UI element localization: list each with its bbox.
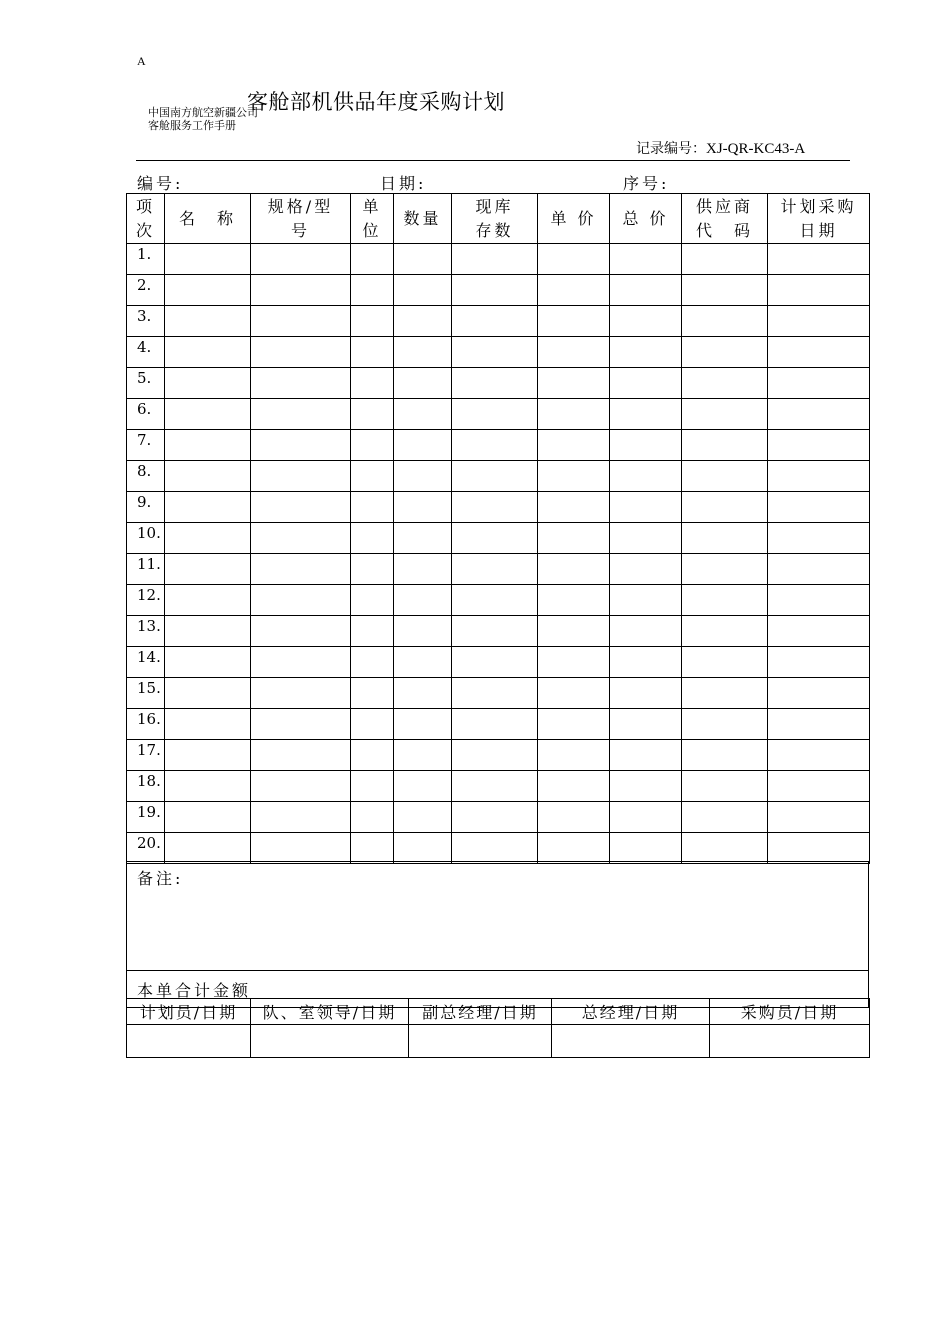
table-cell[interactable] [610, 399, 682, 430]
table-cell[interactable] [351, 492, 394, 523]
table-cell[interactable] [452, 616, 538, 647]
table-cell[interactable] [165, 678, 251, 709]
table-cell[interactable] [682, 399, 768, 430]
table-cell[interactable] [251, 647, 351, 678]
row-number: 4. [127, 337, 165, 368]
column-header-line2: 次 [135, 220, 155, 240]
signature-label: 计划员/日期 [127, 999, 251, 1025]
signature-label-row [127, 999, 870, 1025]
row-number: 6. [127, 399, 165, 430]
table-cell[interactable] [452, 368, 538, 399]
table-cell[interactable] [165, 523, 251, 554]
column-header-line1: 单 价 [550, 208, 597, 228]
table-cell[interactable] [165, 585, 251, 616]
table-row [127, 523, 870, 554]
signature-field[interactable] [710, 1025, 870, 1058]
record-number-label: 记录编号： [636, 141, 706, 157]
table-cell[interactable] [251, 337, 351, 368]
signature-label: 队、室领导/日期 [251, 999, 409, 1025]
table-cell[interactable] [768, 275, 870, 306]
table-cell[interactable] [538, 275, 610, 306]
table-cell[interactable] [394, 368, 452, 399]
record-number [636, 138, 805, 158]
table-cell[interactable] [165, 802, 251, 833]
procurement-table [126, 193, 870, 864]
signature-label: 采购员/日期 [710, 999, 870, 1025]
table-cell[interactable] [351, 306, 394, 337]
table-cell[interactable] [682, 771, 768, 802]
table-row [127, 368, 870, 399]
table-cell[interactable] [452, 275, 538, 306]
table-cell[interactable] [351, 244, 394, 275]
table-cell[interactable] [538, 523, 610, 554]
column-header [610, 194, 682, 244]
table-row [127, 337, 870, 368]
column-header-line1: 供应商 [695, 196, 753, 216]
table-cell[interactable] [394, 523, 452, 554]
column-header-line1: 单 [362, 196, 382, 216]
table-cell[interactable] [394, 275, 452, 306]
table-row [127, 306, 870, 337]
table-cell[interactable] [768, 802, 870, 833]
row-number: 16. [127, 709, 165, 740]
table-cell[interactable] [538, 616, 610, 647]
column-header-line1: 项 [135, 196, 155, 216]
table-cell[interactable] [610, 678, 682, 709]
table-cell[interactable] [682, 306, 768, 337]
table-cell[interactable] [452, 461, 538, 492]
table-cell[interactable] [768, 492, 870, 523]
number-label: 编号: [137, 174, 184, 193]
notes-label: 备注: [137, 869, 184, 888]
table-cell[interactable] [610, 430, 682, 461]
table-cell[interactable] [682, 492, 768, 523]
table-cell[interactable] [768, 430, 870, 461]
column-header [251, 194, 351, 244]
table-cell[interactable] [538, 833, 610, 864]
table-row [127, 492, 870, 523]
company-header [148, 106, 258, 132]
table-cell[interactable] [682, 833, 768, 864]
table-cell[interactable] [610, 368, 682, 399]
table-cell[interactable] [165, 771, 251, 802]
table-cell[interactable] [768, 771, 870, 802]
table-cell[interactable] [165, 554, 251, 585]
table-cell[interactable] [394, 430, 452, 461]
table-cell[interactable] [682, 461, 768, 492]
row-number: 1. [127, 244, 165, 275]
table-cell[interactable] [452, 771, 538, 802]
table-cell[interactable] [251, 678, 351, 709]
signature-field[interactable] [251, 1025, 409, 1058]
column-header [394, 194, 452, 244]
row-number: 19. [127, 802, 165, 833]
table-cell[interactable] [538, 740, 610, 771]
page-title: 客舱部机供品年度采购计划 [247, 90, 505, 114]
table-cell[interactable] [351, 647, 394, 678]
table-cell[interactable] [452, 802, 538, 833]
table-cell[interactable] [452, 678, 538, 709]
column-header-line1: 计划采购 [780, 196, 857, 216]
sequence-label: 序号: [623, 174, 670, 193]
table-cell[interactable] [768, 368, 870, 399]
total-amount-label: 本单合计金额 [137, 980, 252, 1000]
table-cell[interactable] [610, 275, 682, 306]
table-cell[interactable] [351, 740, 394, 771]
table-row [127, 647, 870, 678]
table-cell[interactable] [768, 585, 870, 616]
table-row [127, 244, 870, 275]
table-cell[interactable] [351, 771, 394, 802]
row-number: 17. [127, 740, 165, 771]
table-cell[interactable] [351, 678, 394, 709]
table-cell[interactable] [610, 833, 682, 864]
table-cell[interactable] [538, 678, 610, 709]
table-cell[interactable] [165, 368, 251, 399]
table-cell[interactable] [682, 802, 768, 833]
row-number: 18. [127, 771, 165, 802]
column-header-line2: 存数 [475, 220, 514, 240]
table-cell[interactable] [351, 616, 394, 647]
table-cell[interactable] [452, 554, 538, 585]
table-cell[interactable] [768, 647, 870, 678]
table-cell[interactable] [351, 368, 394, 399]
row-number: 11. [127, 554, 165, 585]
table-cell[interactable] [165, 430, 251, 461]
table-cell[interactable] [394, 461, 452, 492]
table-cell[interactable] [768, 678, 870, 709]
table-cell[interactable] [682, 523, 768, 554]
column-header-line2: 号 [290, 220, 310, 240]
table-cell[interactable] [538, 802, 610, 833]
table-cell[interactable] [165, 492, 251, 523]
table-cell[interactable] [538, 554, 610, 585]
table-cell[interactable] [394, 616, 452, 647]
table-cell[interactable] [394, 399, 452, 430]
column-header-line1: 数量 [403, 208, 442, 228]
table-cell[interactable] [394, 647, 452, 678]
signature-field[interactable] [409, 1025, 552, 1058]
table-cell[interactable] [610, 647, 682, 678]
header-divider [136, 160, 850, 161]
table-row [127, 461, 870, 492]
column-header [351, 194, 394, 244]
row-number: 9. [127, 492, 165, 523]
signature-field[interactable] [552, 1025, 710, 1058]
table-cell[interactable] [394, 306, 452, 337]
column-header [538, 194, 610, 244]
table-cell[interactable] [351, 275, 394, 306]
table-row [127, 678, 870, 709]
table-cell[interactable] [538, 647, 610, 678]
table-row [127, 833, 870, 864]
table-header-row [127, 194, 870, 244]
table-row [127, 616, 870, 647]
signature-label: 总经理/日期 [552, 999, 710, 1025]
table-cell[interactable] [351, 461, 394, 492]
table-cell[interactable] [682, 740, 768, 771]
table-row [127, 399, 870, 430]
table-cell[interactable] [394, 492, 452, 523]
table-cell[interactable] [351, 709, 394, 740]
row-number: 15. [127, 678, 165, 709]
table-cell[interactable] [682, 709, 768, 740]
table-cell[interactable] [165, 461, 251, 492]
table-cell[interactable] [538, 244, 610, 275]
table-cell[interactable] [452, 399, 538, 430]
column-header-line1: 总 价 [622, 208, 669, 228]
record-number-code: XJ-QR-KC43-A [706, 141, 806, 157]
table-cell[interactable] [538, 430, 610, 461]
table-cell[interactable] [251, 554, 351, 585]
table-cell[interactable] [394, 585, 452, 616]
table-cell[interactable] [251, 244, 351, 275]
row-number: 5. [127, 368, 165, 399]
column-header [127, 194, 165, 244]
column-header [452, 194, 538, 244]
table-cell[interactable] [610, 244, 682, 275]
table-cell[interactable] [165, 306, 251, 337]
table-cell[interactable] [610, 461, 682, 492]
table-cell[interactable] [251, 771, 351, 802]
row-number: 3. [127, 306, 165, 337]
table-cell[interactable] [251, 306, 351, 337]
row-number: 20. [127, 833, 165, 864]
table-row [127, 709, 870, 740]
table-cell[interactable] [538, 771, 610, 802]
date-label: 日期: [380, 174, 427, 193]
table-cell[interactable] [682, 244, 768, 275]
table-cell[interactable] [768, 244, 870, 275]
row-number: 10. [127, 523, 165, 554]
table-cell[interactable] [165, 399, 251, 430]
table-cell[interactable] [768, 833, 870, 864]
table-cell[interactable] [610, 306, 682, 337]
table-row [127, 740, 870, 771]
row-number: 12. [127, 585, 165, 616]
signature-entry-row [127, 1025, 870, 1058]
table-cell[interactable] [768, 616, 870, 647]
table-cell[interactable] [610, 616, 682, 647]
table-cell[interactable] [351, 585, 394, 616]
table-cell[interactable] [394, 802, 452, 833]
table-cell[interactable] [682, 368, 768, 399]
document-version-mark: A [137, 54, 146, 68]
table-cell[interactable] [351, 430, 394, 461]
table-cell[interactable] [394, 337, 452, 368]
row-number: 14. [127, 647, 165, 678]
table-cell[interactable] [452, 833, 538, 864]
column-header [165, 194, 251, 244]
signature-label: 副总经理/日期 [409, 999, 552, 1025]
table-cell[interactable] [610, 709, 682, 740]
table-cell[interactable] [394, 771, 452, 802]
row-number: 7. [127, 430, 165, 461]
signature-table [126, 998, 870, 1058]
table-cell[interactable] [251, 430, 351, 461]
table-cell[interactable] [610, 740, 682, 771]
table-cell[interactable] [538, 709, 610, 740]
table-row [127, 275, 870, 306]
table-cell[interactable] [394, 709, 452, 740]
table-cell[interactable] [682, 585, 768, 616]
table-cell[interactable] [538, 585, 610, 616]
table-cell[interactable] [682, 337, 768, 368]
company-name: 中国南方航空新疆公司 [148, 106, 258, 119]
table-cell[interactable] [682, 554, 768, 585]
table-cell[interactable] [351, 399, 394, 430]
table-cell[interactable] [351, 833, 394, 864]
table-cell[interactable] [768, 554, 870, 585]
table-cell[interactable] [452, 740, 538, 771]
table-cell[interactable] [452, 709, 538, 740]
table-cell[interactable] [682, 430, 768, 461]
table-cell[interactable] [165, 647, 251, 678]
table-cell[interactable] [251, 492, 351, 523]
column-header-line1: 现库 [475, 196, 514, 216]
table-cell[interactable] [452, 337, 538, 368]
table-cell[interactable] [394, 244, 452, 275]
notes-field[interactable] [127, 862, 869, 971]
table-cell[interactable] [452, 244, 538, 275]
table-row [127, 585, 870, 616]
table-cell[interactable] [768, 461, 870, 492]
column-header-line1: 规格/型 [267, 196, 334, 216]
table-cell[interactable] [768, 399, 870, 430]
table-cell[interactable] [682, 647, 768, 678]
table-cell[interactable] [538, 306, 610, 337]
table-cell[interactable] [768, 709, 870, 740]
table-cell[interactable] [610, 802, 682, 833]
table-cell[interactable] [251, 461, 351, 492]
table-cell[interactable] [610, 554, 682, 585]
table-cell[interactable] [251, 616, 351, 647]
summary-table [126, 861, 869, 1008]
table-cell[interactable] [251, 802, 351, 833]
row-number: 8. [127, 461, 165, 492]
table-cell[interactable] [251, 740, 351, 771]
table-cell[interactable] [251, 399, 351, 430]
table-row [127, 430, 870, 461]
table-cell[interactable] [768, 523, 870, 554]
table-cell[interactable] [394, 554, 452, 585]
table-cell[interactable] [610, 523, 682, 554]
table-cell[interactable] [610, 337, 682, 368]
table-cell[interactable] [452, 430, 538, 461]
column-header-line2: 代 码 [695, 220, 753, 240]
table-cell[interactable] [452, 585, 538, 616]
signature-field[interactable] [127, 1025, 251, 1058]
table-cell[interactable] [394, 740, 452, 771]
table-cell[interactable] [351, 337, 394, 368]
table-cell[interactable] [610, 492, 682, 523]
table-cell[interactable] [682, 275, 768, 306]
column-header [682, 194, 768, 244]
table-cell[interactable] [165, 709, 251, 740]
table-cell[interactable] [682, 616, 768, 647]
table-cell[interactable] [251, 709, 351, 740]
table-cell[interactable] [351, 554, 394, 585]
table-cell[interactable] [452, 523, 538, 554]
table-cell[interactable] [538, 461, 610, 492]
column-header [768, 194, 870, 244]
table-cell[interactable] [165, 740, 251, 771]
table-cell[interactable] [768, 740, 870, 771]
table-cell[interactable] [610, 771, 682, 802]
table-cell[interactable] [610, 585, 682, 616]
column-header-line1: 名 称 [178, 208, 236, 228]
table-cell[interactable] [538, 399, 610, 430]
table-row [127, 802, 870, 833]
table-cell[interactable] [251, 585, 351, 616]
table-cell[interactable] [394, 678, 452, 709]
table-cell[interactable] [351, 523, 394, 554]
table-cell[interactable] [251, 275, 351, 306]
table-cell[interactable] [165, 244, 251, 275]
table-cell[interactable] [682, 678, 768, 709]
table-cell[interactable] [768, 306, 870, 337]
table-cell[interactable] [768, 337, 870, 368]
table-row [127, 771, 870, 802]
table-cell[interactable] [165, 833, 251, 864]
table-cell[interactable] [165, 275, 251, 306]
row-number: 13. [127, 616, 165, 647]
manual-name: 客舱服务工作手册 [148, 119, 236, 132]
table-cell[interactable] [165, 337, 251, 368]
table-cell[interactable] [251, 523, 351, 554]
column-header-line2: 日期 [799, 220, 838, 240]
row-number: 2. [127, 275, 165, 306]
table-cell[interactable] [452, 306, 538, 337]
column-header-line2: 位 [362, 220, 382, 240]
table-cell[interactable] [394, 833, 452, 864]
table-cell[interactable] [165, 616, 251, 647]
table-cell[interactable] [538, 492, 610, 523]
table-cell[interactable] [538, 368, 610, 399]
table-cell[interactable] [452, 492, 538, 523]
table-cell[interactable] [351, 802, 394, 833]
table-cell[interactable] [251, 833, 351, 864]
table-cell[interactable] [538, 337, 610, 368]
table-row [127, 554, 870, 585]
table-cell[interactable] [452, 647, 538, 678]
table-cell[interactable] [251, 368, 351, 399]
